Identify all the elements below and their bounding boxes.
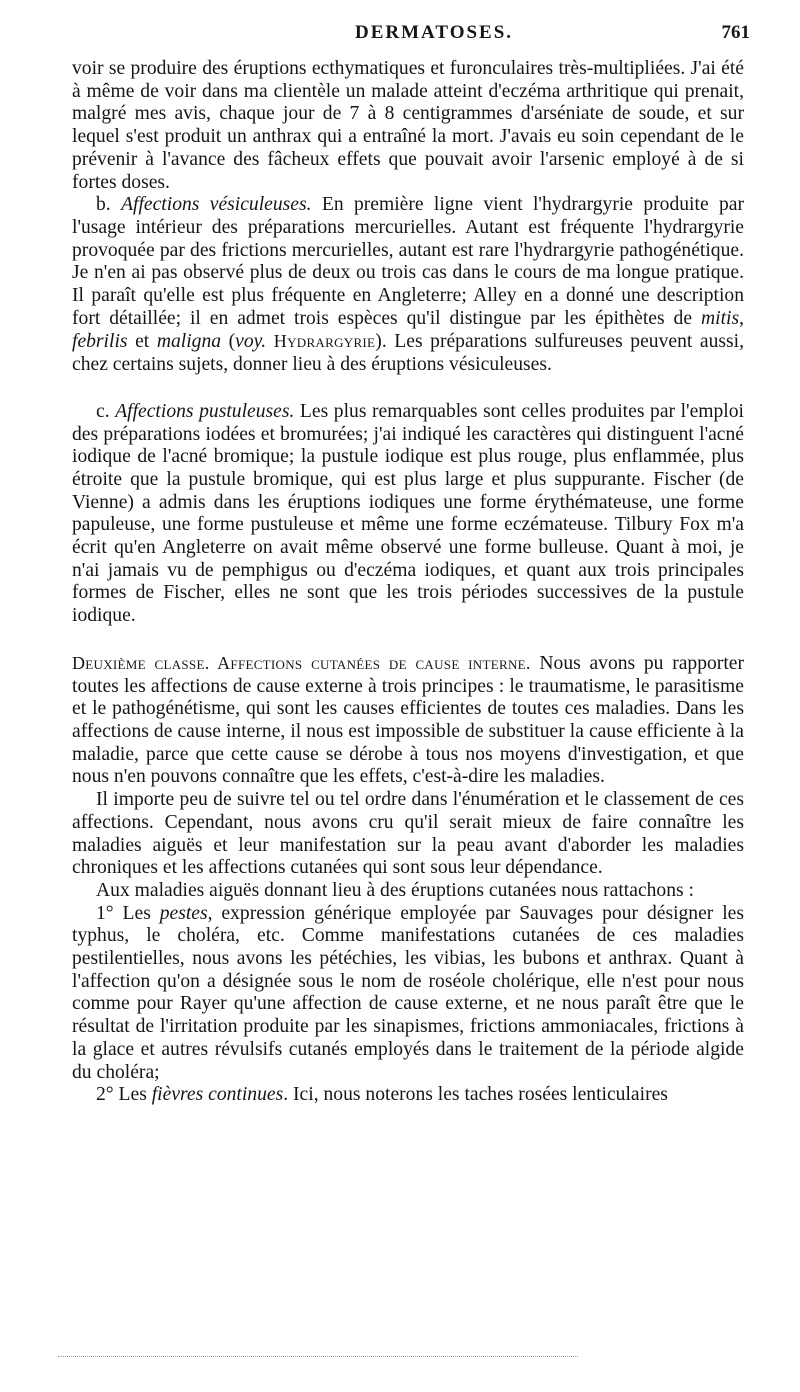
paragraph-text: ). Les préparations sulfureuses peuvent aussi, chez certains sujets, donner lieu à des éruptions vésiculeuses. [72, 331, 744, 376]
paragraph-text: ( [221, 331, 236, 353]
section-label-b: b. [96, 194, 111, 216]
paragraph-vesicular [72, 194, 744, 377]
paragraph-arsenic: voir se produire des éruptions ecthymatiques et furonculaires très-multipliées. J'ai été à même de voir dans ma clientèle un malade atteint d'eczéma arthritique qui prenait, malgré mes avis, chaque jour de 7 à 8 centigrammes d'arséniate de soude, et sur lequel s'est produit un anthrax qui a entraîné la mort. J'avais eu soin cependant de le prévenir à l'avance des fâcheux effets que pouvait avoir l'arsenic employé à de si fortes doses. [72, 58, 744, 193]
paragraph-text: , expression générique employée par Sauvages pour désigner les typhus, le choléra, etc. Comme manifestations cutanées de ces maladies pestilentielles, nous avons les pétéchies, les vibias, les bubons et anthrax. Quant à l'affection qu'on a désignée sous le nom de roséole cholérique, elle n'est pour nous comme pour Rayer qu'une affection de cause externe, et ne nous paraît être que le résultat de l'irritation produite par les sinapismes, frictions ammoniacales, frictions à la glace et autres révulsifs cutanés employés dans le traitement de la période algide du choléra; [72, 902, 744, 1083]
list-number: 1° [96, 902, 114, 924]
paragraph-gap [72, 377, 744, 401]
paragraph-gap [72, 628, 744, 652]
separator: et [127, 331, 157, 353]
running-head [0, 18, 800, 48]
term-fievres-continues: fièvres continues [151, 1084, 284, 1106]
paragraph-pustular [72, 401, 744, 628]
page-number: 761 [721, 22, 750, 43]
running-title: DERMATOSES. [355, 22, 514, 43]
paragraph-text: En première ligne vient l'hydrargyrie produite par l'usage intérieur des préparations mercurielles. Autant est fréquente l'hydrargyrie provoquée par des frictions mercurielles, autant est rare l'hydrargyrie pathogénétique. Je n'en ai pas observé plus de deux ou trois cas dans le cours de ma longue pratique. Il paraît qu'elle est plus fréquente en Angleterre; Alley en a donné une description fort détaillée; il en admet trois espèces qu'il distingue par les épithètes de [72, 194, 745, 329]
term-febrilis: febrilis [72, 331, 128, 353]
section-label-c: c. [96, 400, 110, 422]
paragraph-text: . Ici, nous noterons les taches rosées lenticulaires [283, 1084, 668, 1106]
section-heading-second-class: Deuxième classe. Affections cutanées de cause interne. [72, 652, 531, 673]
cross-ref-hydrargyrie: Hydrargyrie [273, 331, 376, 352]
paragraph-acute-intro: Aux maladies aiguës donnant lieu à des éruptions cutanées nous rattachons : [96, 879, 694, 901]
paragraph-text: Nous avons pu rapporter toutes les affections de cause externe à trois principes : le traumatisme, le parasitisme et le pathogénétisme, qui sont les causes efficientes de toutes ces maladies. Dans les affections de cause interne, il nous est impossible de substituer la cause efficiente à la maladie, parce que cette cause se dérobe à tous nos moyens d'investigation, et que nous n'en pouvons connaître que les effets, c'est-à-dire les maladies. [72, 652, 744, 788]
list-item-fevers [72, 1084, 744, 1107]
section-title-vesicular: Affections vésiculeuses. [121, 194, 312, 216]
term-mitis: mitis [700, 307, 740, 329]
paragraph-text: Les [113, 1084, 152, 1106]
term-pestes: pestes [159, 902, 208, 924]
list-number: 2° [96, 1084, 114, 1106]
section-title-pustular: Affections pustuleuses. [115, 400, 295, 422]
cross-ref-voy: voy. [235, 331, 267, 353]
paragraph-text: Les [113, 902, 160, 924]
bottom-bleedthrough [58, 1356, 578, 1357]
term-maligna: maligna [156, 331, 222, 353]
body-text [72, 58, 744, 1107]
paragraph-text: Les plus remarquables sont celles produites par l'emploi des préparations iodées et bromurées; j'ai indiqué les caractères qui distinguent l'acné iodique de l'acné bromique; la pustule iodique est plus rouge, plus enflammée, plus étroite que la pustule bromique, qui est plus large et plus suppurante. Fischer (de Vienne) a admis dans les éruptions iodiques une forme érythémateuse, une forme papuleuse, une forme pustuleuse et même une forme eczémateuse. Tilbury Fox m'a écrit qu'en Angleterre on avait même observé une forme bulleuse. Quant à moi, je n'ai jamais vu de pemphigus ou d'eczéma iodiques, et quant aux trois principales formes de Fischer, elles ne sont que les trois périodes successives de la pustule iodique. [72, 400, 744, 627]
paragraph-second-class [72, 652, 744, 789]
separator: , [739, 307, 744, 329]
list-item-pestes [72, 903, 744, 1085]
paragraph-order: Il importe peu de suivre tel ou tel ordre dans l'énumération et le classement de ces affections. Cependant, nous avons cru qu'il serait mieux de faire connaître les maladies aiguës et leur manifestation sur la peau avant d'aborder les maladies chroniques et les affections cutanées qui sont sous leur dépendance. [72, 789, 744, 879]
